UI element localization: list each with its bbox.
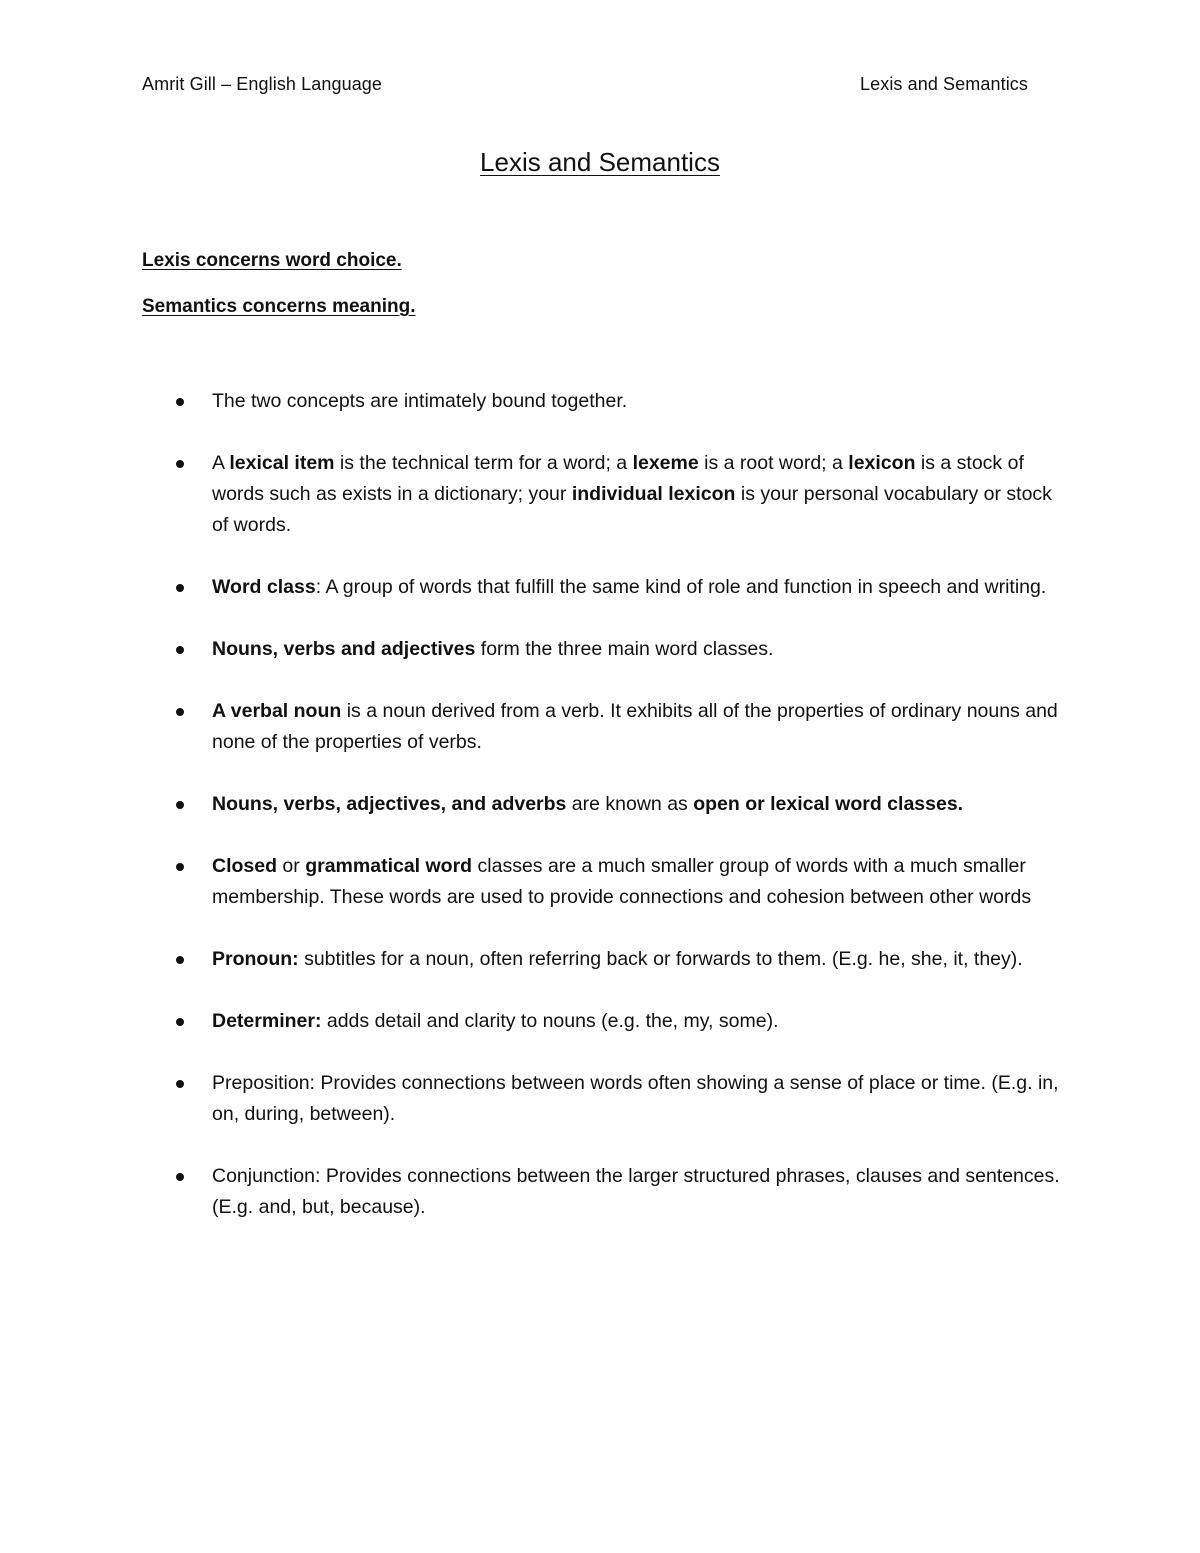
bullet-icon [176, 863, 184, 871]
list-item: Nouns, verbs and adjectives form the three main word classes. [142, 634, 1062, 665]
bullet-list [142, 386, 1062, 1254]
list-item: The two concepts are intimately bound together. [142, 386, 1062, 417]
header-author-course: Amrit Gill – English Language [142, 74, 383, 94]
list-item: A lexical item is the technical term for a word; a lexeme is a root word; a lexicon is a stock of words such as exists in a dictionary; your individual lexicon is your personal vocabulary or stock of words. [142, 448, 1062, 541]
bullet-icon [176, 801, 184, 809]
list-item: A verbal noun is a noun derived from a verb. It exhibits all of the properties of ordinary nouns and none of the properties of verbs. [142, 696, 1062, 758]
running-header [142, 74, 1028, 98]
bullet-icon [176, 584, 184, 592]
list-item: Conjunction: Provides connections between the larger structured phrases, clauses and sentences. (E.g. and, but, because). [142, 1161, 1062, 1223]
bullet-icon [176, 460, 184, 468]
bullet-icon [176, 1173, 184, 1181]
list-item: Nouns, verbs, adjectives, and adverbs are known as open or lexical word classes. [142, 789, 1062, 820]
header-topic: Lexis and Semantics [860, 74, 1028, 94]
page-title-text: Lexis and Semantics [480, 147, 720, 177]
list-item: Determiner: adds detail and clarity to nouns (e.g. the, my, some). [142, 1006, 1062, 1037]
bullet-icon [176, 1018, 184, 1026]
bullet-icon [176, 708, 184, 716]
bullet-icon [176, 646, 184, 654]
lead-semantics: Semantics concerns meaning. [142, 296, 416, 317]
bullet-icon [176, 398, 184, 406]
list-item: Word class: A group of words that fulfill the same kind of role and function in speech and writing. [142, 572, 1062, 603]
bullet-icon [176, 1080, 184, 1088]
list-item: Closed or grammatical word classes are a much smaller group of words with a much smaller membership. These words are used to provide connections and cohesion between other words [142, 851, 1062, 913]
list-item: Pronoun: subtitles for a noun, often referring back or forwards to them. (E.g. he, she, it, they). [142, 944, 1062, 975]
lead-lexis: Lexis concerns word choice. [142, 250, 402, 271]
bullet-icon [176, 956, 184, 964]
list-item: Preposition: Provides connections between words often showing a sense of place or time. (E.g. in, on, during, between). [142, 1068, 1062, 1130]
page-title [0, 147, 1200, 178]
